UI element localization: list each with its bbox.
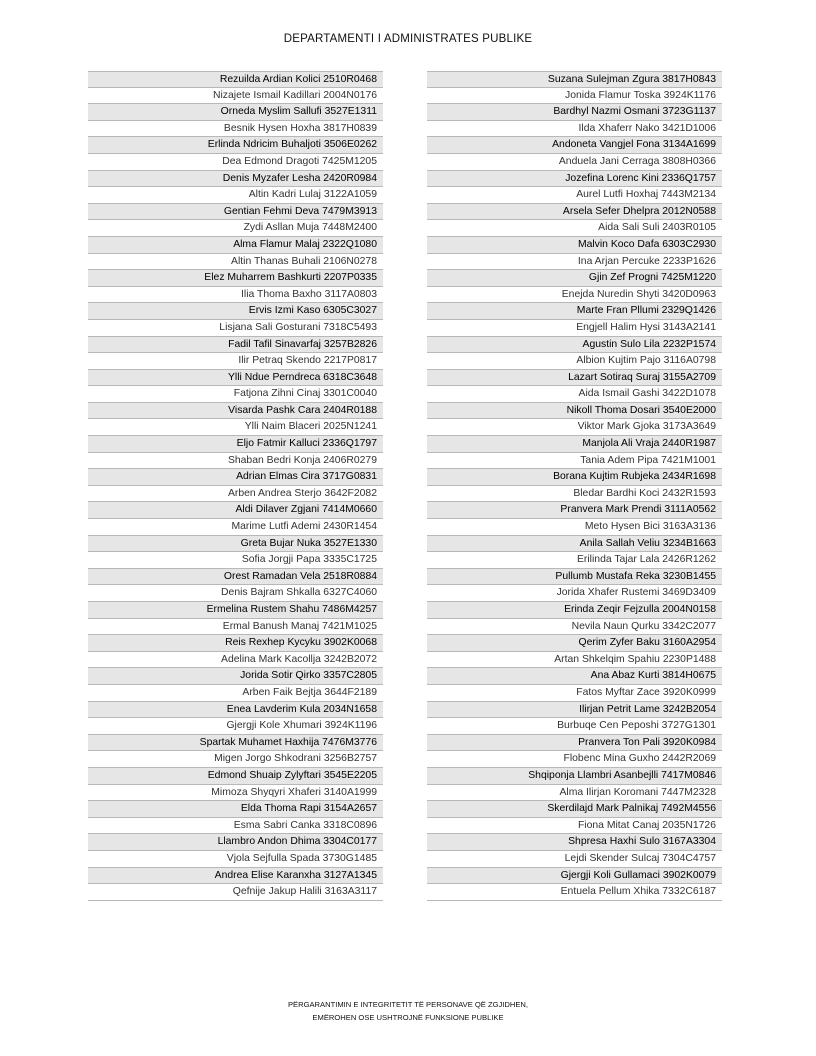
list-row: Nizajete Ismail Kadillari 2004N0176 xyxy=(88,88,383,105)
list-row: Fatjona Zihni Cinaj 3301C0040 xyxy=(88,386,383,403)
list-row: Ina Arjan Percuke 2233P1626 xyxy=(427,254,722,271)
list-row: Fiona Mitat Canaj 2035N1726 xyxy=(427,818,722,835)
list-row: Manjola Ali Vraja 2440R1987 xyxy=(427,436,722,453)
list-row: Engjell Halim Hysi 3143A2141 xyxy=(427,320,722,337)
list-row: Anila Sallah Veliu 3234B1663 xyxy=(427,536,722,553)
list-row: Flobenc Mina Guxho 2442R2069 xyxy=(427,751,722,768)
list-row: Qerim Zyfer Baku 3160A2954 xyxy=(427,635,722,652)
list-row: Ylli Ndue Perndreca 6318C3648 xyxy=(88,370,383,387)
list-row: Pranvera Mark Prendi 3111A0562 xyxy=(427,502,722,519)
list-row: Jonida Flamur Toska 3924K1176 xyxy=(427,88,722,105)
list-row: Marime Lutfi Ademi 2430R1454 xyxy=(88,519,383,536)
list-row: Spartak Muhamet Haxhija 7476M3776 xyxy=(88,735,383,752)
list-row: Esma Sabri Canka 3318C0896 xyxy=(88,818,383,835)
list-row: Anduela Jani Cerraga 3808H0366 xyxy=(427,154,722,171)
list-row: Orest Ramadan Vela 2518R0884 xyxy=(88,569,383,586)
list-row: Dea Edmond Dragoti 7425M1205 xyxy=(88,154,383,171)
list-row: Ilir Petraq Skendo 2217P0817 xyxy=(88,353,383,370)
list-row: Altin Kadri Lulaj 3122A1059 xyxy=(88,187,383,204)
list-row: Albion Kujtim Pajo 3116A0798 xyxy=(427,353,722,370)
list-row: Entuela Pellum Xhika 7332C6187 xyxy=(427,884,722,901)
list-row: Lejdi Skender Sulcaj 7304C4757 xyxy=(427,851,722,868)
list-row: Malvin Koco Dafa 6303C2930 xyxy=(427,237,722,254)
list-row: Llambro Andon Dhima 3304C0177 xyxy=(88,834,383,851)
list-row: Reis Rexhep Kycyku 3902K0068 xyxy=(88,635,383,652)
list-row: Ilirjan Petrit Lame 3242B2054 xyxy=(427,702,722,719)
list-row: Agustin Sulo Lila 2232P1574 xyxy=(427,337,722,354)
list-row: Alma Flamur Malaj 2322Q1080 xyxy=(88,237,383,254)
list-row: Fatos Myftar Zace 3920K0999 xyxy=(427,685,722,702)
list-row: Lazart Sotiraq Suraj 3155A2709 xyxy=(427,370,722,387)
list-row: Jozefina Lorenc Kini 2336Q1757 xyxy=(427,171,722,188)
list-row: Andrea Elise Karanxha 3127A1345 xyxy=(88,868,383,885)
list-row: Sofia Jorgji Papa 3335C1725 xyxy=(88,552,383,569)
list-row: Elez Muharrem Bashkurti 2207P0335 xyxy=(88,270,383,287)
list-row: Elda Thoma Rapi 3154A2657 xyxy=(88,801,383,818)
list-row: Borana Kujtim Rubjeka 2434R1698 xyxy=(427,469,722,486)
list-row: Marte Fran Pllumi 2329Q1426 xyxy=(427,303,722,320)
list-row: Erilinda Tajar Lala 2426R1262 xyxy=(427,552,722,569)
list-row: Greta Bujar Nuka 3527E1330 xyxy=(88,536,383,553)
list-row: Ervis Izmi Kaso 6305C3027 xyxy=(88,303,383,320)
list-row: Fadil Tafil Sinavarfaj 3257B2826 xyxy=(88,337,383,354)
list-row: Nevila Naun Qurku 3342C2077 xyxy=(427,619,722,636)
list-row: Denis Bajram Shkalla 6327C4060 xyxy=(88,585,383,602)
list-row: Zydi Asllan Muja 7448M2400 xyxy=(88,220,383,237)
list-row: Gentian Fehmi Deva 7479M3913 xyxy=(88,204,383,221)
list-row: Nikoll Thoma Dosari 3540E2000 xyxy=(427,403,722,420)
list-row: Aldi Dilaver Zgjani 7414M0660 xyxy=(88,502,383,519)
list-row: Viktor Mark Gjoka 3173A3649 xyxy=(427,419,722,436)
left-name-list xyxy=(88,71,383,901)
list-row: Aida Sali Suli 2403R0105 xyxy=(427,220,722,237)
list-row: Arben Andrea Sterjo 3642F2082 xyxy=(88,486,383,503)
list-row: Denis Myzafer Lesha 2420R0984 xyxy=(88,171,383,188)
right-name-list xyxy=(427,71,722,901)
list-row: Erlinda Ndricim Buhaljoti 3506E0262 xyxy=(88,137,383,154)
list-row: Besnik Hysen Hoxha 3817H0839 xyxy=(88,121,383,138)
page-title: DEPARTAMENTI I ADMINISTRATES PUBLIKE xyxy=(283,33,533,45)
list-row: Altin Thanas Buhali 2106N0278 xyxy=(88,254,383,271)
list-row: Aida Ismail Gashi 3422D1078 xyxy=(427,386,722,403)
list-row: Tania Adem Pipa 7421M1001 xyxy=(427,453,722,470)
list-row: Mimoza Shyqyri Xhaferi 3140A1999 xyxy=(88,785,383,802)
list-row: Qefnije Jakup Halili 3163A3117 xyxy=(88,884,383,901)
list-row: Visarda Pashk Cara 2404R0188 xyxy=(88,403,383,420)
list-row: Orneda Myslim Sallufi 3527E1311 xyxy=(88,104,383,121)
list-row: Jorida Sotir Qirko 3357C2805 xyxy=(88,668,383,685)
list-row: Arsela Sefer Dhelpra 2012N0588 xyxy=(427,204,722,221)
list-row: Erinda Zeqir Fejzulla 2004N0158 xyxy=(427,602,722,619)
list-row: Meto Hysen Bici 3163A3136 xyxy=(427,519,722,536)
footer-line-2: EMËROHEN OSE USHTROJNË FUNKSIONE PUBLIKE xyxy=(312,1013,504,1022)
list-row: Rezuilda Ardian Kolici 2510R0468 xyxy=(88,71,383,88)
list-row: Migen Jorgo Shkodrani 3256B2757 xyxy=(88,751,383,768)
footer xyxy=(0,998,816,1024)
list-row: Skerdilajd Mark Palnikaj 7492M4556 xyxy=(427,801,722,818)
footer-line-1: PËRGARANTIMIN E INTEGRITETIT TË PERSONAVE QË ZGJIDHEN, xyxy=(287,1000,529,1009)
list-row: Ana Abaz Kurti 3814H0675 xyxy=(427,668,722,685)
list-row: Pullumb Mustafa Reka 3230B1455 xyxy=(427,569,722,586)
list-row: Ilda Xhaferr Nako 3421D1006 xyxy=(427,121,722,138)
list-row: Vjola Sejfulla Spada 3730G1485 xyxy=(88,851,383,868)
list-row: Lisjana Sali Gosturani 7318C5493 xyxy=(88,320,383,337)
list-row: Ilia Thoma Baxho 3117A0803 xyxy=(88,287,383,304)
list-row: Pranvera Ton Pali 3920K0984 xyxy=(427,735,722,752)
list-row: Arben Faik Bejtja 3644F2189 xyxy=(88,685,383,702)
list-row: Gjin Zef Progni 7425M1220 xyxy=(427,270,722,287)
list-row: Eljo Fatmir Kalluci 2336Q1797 xyxy=(88,436,383,453)
list-row: Shqiponja Llambri Asanbejlli 7417M0846 xyxy=(427,768,722,785)
list-row: Burbuqe Cen Peposhi 3727G1301 xyxy=(427,718,722,735)
list-row: Enejda Nuredin Shyti 3420D0963 xyxy=(427,287,722,304)
list-row: Shpresa Haxhi Sulo 3167A3304 xyxy=(427,834,722,851)
list-row: Ermelina Rustem Shahu 7486M4257 xyxy=(88,602,383,619)
list-row: Andoneta Vangjel Fona 3134A1699 xyxy=(427,137,722,154)
list-row: Gjergji Kole Xhumari 3924K1196 xyxy=(88,718,383,735)
list-row: Ermal Banush Manaj 7421M1025 xyxy=(88,619,383,636)
list-row: Alma Ilirjan Koromani 7447M2328 xyxy=(427,785,722,802)
list-row: Suzana Sulejman Zgura 3817H0843 xyxy=(427,71,722,88)
list-row: Gjergji Koli Gullamaci 3902K0079 xyxy=(427,868,722,885)
list-row: Aurel Lutfi Hoxhaj 7443M2134 xyxy=(427,187,722,204)
list-row: Bardhyl Nazmi Osmani 3723G1137 xyxy=(427,104,722,121)
list-row: Shaban Bedri Konja 2406R0279 xyxy=(88,453,383,470)
list-row: Edmond Shuaip Zylyftari 3545E2205 xyxy=(88,768,383,785)
list-row: Enea Lavderim Kula 2034N1658 xyxy=(88,702,383,719)
list-row: Adrian Elmas Cira 3717G0831 xyxy=(88,469,383,486)
list-row: Adelina Mark Kacollja 3242B2072 xyxy=(88,652,383,669)
list-row: Bledar Bardhi Koci 2432R1593 xyxy=(427,486,722,503)
list-row: Jorida Xhafer Rustemi 3469D3409 xyxy=(427,585,722,602)
list-row: Ylli Naim Blaceri 2025N1241 xyxy=(88,419,383,436)
list-row: Artan Shkelqim Spahiu 2230P1488 xyxy=(427,652,722,669)
